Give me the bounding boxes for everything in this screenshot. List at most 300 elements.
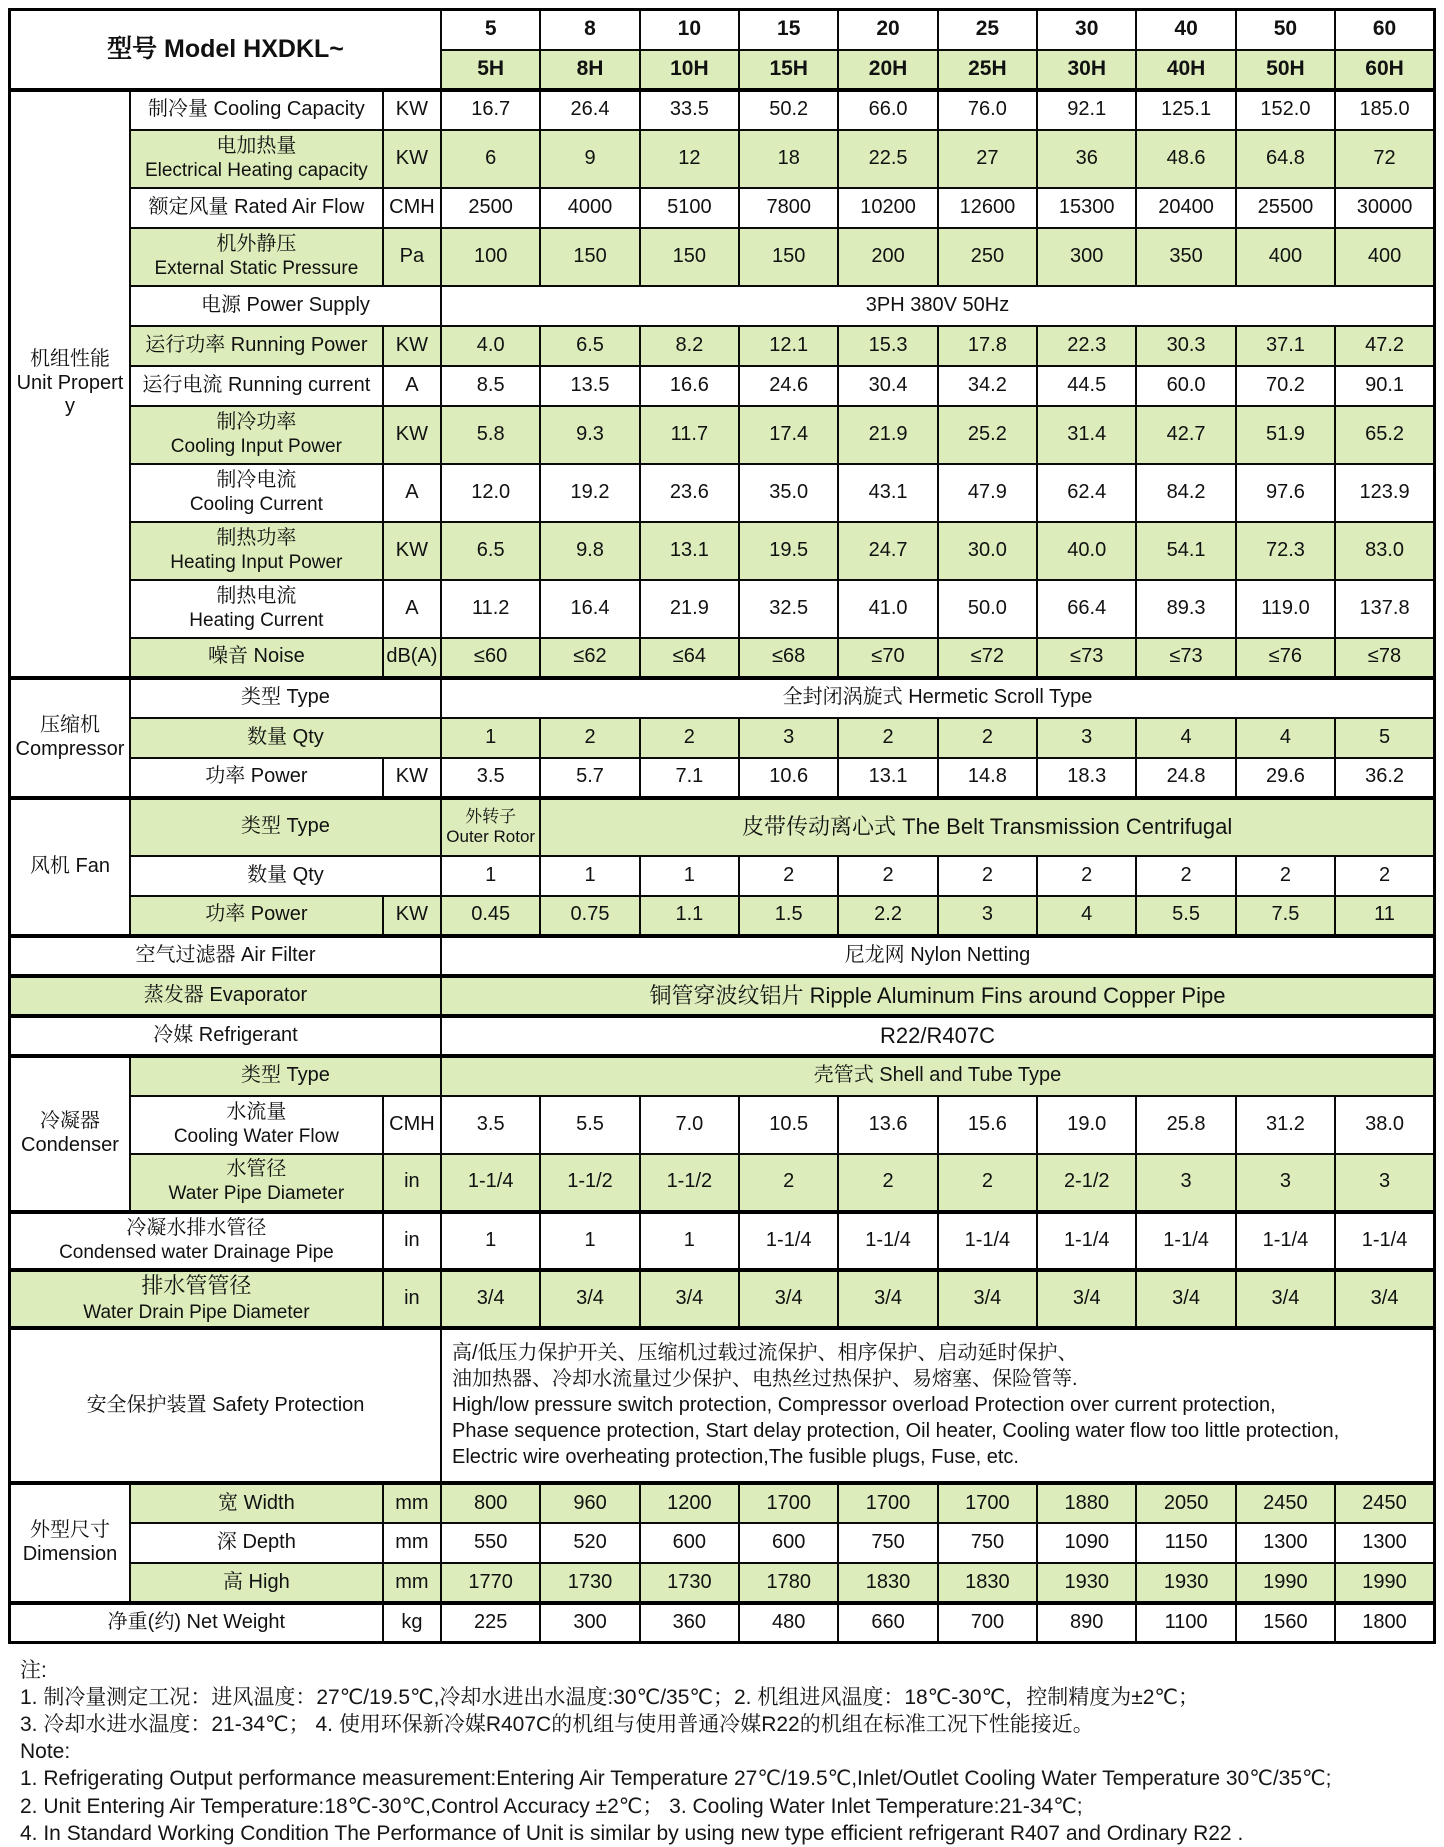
value-compressor-power-6: 18.3	[1037, 758, 1136, 798]
value-cooling-current-4: 43.1	[838, 464, 937, 522]
value-cooling-water-flow-6: 19.0	[1037, 1096, 1136, 1154]
row-label-high: 高 High	[130, 1563, 383, 1603]
value-noise-5: ≤72	[938, 638, 1037, 678]
header-col-15H: 15H	[739, 50, 838, 90]
value-width-2: 1200	[640, 1483, 739, 1523]
value-electrical-heating-capacity-9: 72	[1335, 130, 1434, 188]
value-running-power-6: 22.3	[1037, 326, 1136, 366]
header-col-15: 15	[739, 10, 838, 50]
value-cooling-water-flow-2: 7.0	[640, 1096, 739, 1154]
value-fan-power-7: 5.5	[1136, 896, 1235, 936]
header-col-50H: 50H	[1236, 50, 1335, 90]
value-cooling-capacity-8: 152.0	[1236, 90, 1335, 130]
value-heating-current-0: 11.2	[441, 580, 540, 638]
value-running-power-7: 30.3	[1136, 326, 1235, 366]
value-water-drain-pipe-diameter-9: 3/4	[1335, 1270, 1434, 1328]
value-noise-3: ≤68	[739, 638, 838, 678]
row-label-depth: 深 Depth	[130, 1523, 383, 1563]
row-label-cooling-water-flow: 水流量 Cooling Water Flow	[130, 1096, 383, 1154]
value-electrical-heating-capacity-3: 18	[739, 130, 838, 188]
value-noise-2: ≤64	[640, 638, 739, 678]
value-heating-input-power-3: 19.5	[739, 522, 838, 580]
unit-running-power: KW	[383, 326, 441, 366]
unit-external-static-pressure: Pa	[383, 228, 441, 286]
value-width-4: 1700	[838, 1483, 937, 1523]
unit-width: mm	[383, 1483, 441, 1523]
value-rated-air-flow-9: 30000	[1335, 188, 1434, 228]
value-width-8: 2450	[1236, 1483, 1335, 1523]
value-rated-air-flow-6: 15300	[1037, 188, 1136, 228]
value-condensed-water-drainage-pipe-1: 1	[540, 1212, 639, 1270]
header-col-60H: 60H	[1335, 50, 1434, 90]
value-cooling-capacity-6: 92.1	[1037, 90, 1136, 130]
value-cooling-input-power-5: 25.2	[938, 406, 1037, 464]
value-width-9: 2450	[1335, 1483, 1434, 1523]
value-external-static-pressure-0: 100	[441, 228, 540, 286]
group-label-fan-type: 风机 Fan	[10, 798, 130, 936]
value-cooling-input-power-2: 11.7	[640, 406, 739, 464]
value-high-8: 1990	[1236, 1563, 1335, 1603]
model-title: 型号 Model HXDKL~	[10, 10, 442, 90]
row-label-heating-current: 制热电流 Heating Current	[130, 580, 383, 638]
row-label-cooling-input-power: 制冷功率 Cooling Input Power	[130, 406, 383, 464]
value-net-weight-5: 700	[938, 1603, 1037, 1643]
value-cooling-current-1: 19.2	[540, 464, 639, 522]
value-cooling-input-power-8: 51.9	[1236, 406, 1335, 464]
note-line: 1. 制冷量测定工况：进风温度：27℃/19.5℃,冷却水进出水温度:30℃/35℃；2. 机组进风温度：18℃-30℃，控制精度为±2℃；	[20, 1686, 1199, 1710]
value-cooling-water-flow-8: 31.2	[1236, 1096, 1335, 1154]
value-depth-5: 750	[938, 1523, 1037, 1563]
value-running-current-0: 8.5	[441, 366, 540, 406]
value-fan-power-5: 3	[938, 896, 1037, 936]
value-refrigerant: R22/R407C	[441, 1016, 1435, 1056]
value-heating-current-6: 66.4	[1037, 580, 1136, 638]
unit-cooling-current: A	[383, 464, 441, 522]
value-width-6: 1880	[1037, 1483, 1136, 1523]
value-heating-input-power-9: 83.0	[1335, 522, 1434, 580]
value-electrical-heating-capacity-6: 36	[1037, 130, 1136, 188]
value-fan-qty-9: 2	[1335, 856, 1434, 896]
value-water-drain-pipe-diameter-8: 3/4	[1236, 1270, 1335, 1328]
value-compressor-power-1: 5.7	[540, 758, 639, 798]
value-water-pipe-diameter-8: 3	[1236, 1154, 1335, 1212]
value-electrical-heating-capacity-2: 12	[640, 130, 739, 188]
value-noise-7: ≤73	[1136, 638, 1235, 678]
header-col-10H: 10H	[640, 50, 739, 90]
header-col-40H: 40H	[1136, 50, 1235, 90]
value-fan-qty-1: 1	[540, 856, 639, 896]
value-cooling-water-flow-9: 38.0	[1335, 1096, 1434, 1154]
value-rated-air-flow-5: 12600	[938, 188, 1037, 228]
value-depth-1: 520	[540, 1523, 639, 1563]
header-col-20H: 20H	[838, 50, 937, 90]
note-line: 注:	[20, 1659, 47, 1683]
note-line: 2. Unit Entering Air Temperature:18℃-30℃,Control Accuracy ±2℃； 3. Cooling Water Inlet Temperature:21-34℃;	[20, 1794, 1083, 1818]
value-water-pipe-diameter-5: 2	[938, 1154, 1037, 1212]
value-heating-current-4: 41.0	[838, 580, 937, 638]
value-high-0: 1770	[441, 1563, 540, 1603]
value-net-weight-3: 480	[739, 1603, 838, 1643]
value-water-drain-pipe-diameter-4: 3/4	[838, 1270, 937, 1328]
unit-high: mm	[383, 1563, 441, 1603]
group-label-width: 外型尺寸 Dimension	[10, 1483, 130, 1603]
value-cooling-current-2: 23.6	[640, 464, 739, 522]
value-cooling-water-flow-0: 3.5	[441, 1096, 540, 1154]
row-label-running-current: 运行电流 Running current	[130, 366, 383, 406]
row-label-running-power: 运行功率 Running Power	[130, 326, 383, 366]
value-water-pipe-diameter-0: 1-1/4	[441, 1154, 540, 1212]
value-heating-input-power-4: 24.7	[838, 522, 937, 580]
unit-running-current: A	[383, 366, 441, 406]
value-external-static-pressure-9: 400	[1335, 228, 1434, 286]
value-compressor-power-9: 36.2	[1335, 758, 1434, 798]
value-water-pipe-diameter-2: 1-1/2	[640, 1154, 739, 1212]
value-width-3: 1700	[739, 1483, 838, 1523]
value-depth-7: 1150	[1136, 1523, 1235, 1563]
value-compressor-power-3: 10.6	[739, 758, 838, 798]
value-heating-current-1: 16.4	[540, 580, 639, 638]
row-label-rated-air-flow: 额定风量 Rated Air Flow	[130, 188, 383, 228]
value-compressor-qty-6: 3	[1037, 718, 1136, 758]
value-external-static-pressure-7: 350	[1136, 228, 1235, 286]
value-rated-air-flow-1: 4000	[540, 188, 639, 228]
value-compressor-qty-4: 2	[838, 718, 937, 758]
value-fan-type-rest: 皮带传动离心式 The Belt Transmission Centrifugal	[540, 798, 1434, 856]
value-compressor-power-5: 14.8	[938, 758, 1037, 798]
value-electrical-heating-capacity-8: 64.8	[1236, 130, 1335, 188]
header-col-30H: 30H	[1037, 50, 1136, 90]
value-high-4: 1830	[838, 1563, 937, 1603]
value-cooling-input-power-7: 42.7	[1136, 406, 1235, 464]
value-cooling-water-flow-5: 15.6	[938, 1096, 1037, 1154]
header-col-8H: 8H	[540, 50, 639, 90]
value-electrical-heating-capacity-0: 6	[441, 130, 540, 188]
value-cooling-capacity-0: 16.7	[441, 90, 540, 130]
value-fan-qty-8: 2	[1236, 856, 1335, 896]
header-col-30: 30	[1037, 10, 1136, 50]
value-water-pipe-diameter-7: 3	[1136, 1154, 1235, 1212]
unit-electrical-heating-capacity: KW	[383, 130, 441, 188]
value-net-weight-8: 1560	[1236, 1603, 1335, 1643]
value-depth-3: 600	[739, 1523, 838, 1563]
value-cooling-water-flow-4: 13.6	[838, 1096, 937, 1154]
value-compressor-power-2: 7.1	[640, 758, 739, 798]
value-running-current-9: 90.1	[1335, 366, 1434, 406]
row-label-cooling-capacity: 制冷量 Cooling Capacity	[130, 90, 383, 130]
value-compressor-qty-8: 4	[1236, 718, 1335, 758]
header-col-40: 40	[1136, 10, 1235, 50]
value-running-current-4: 30.4	[838, 366, 937, 406]
value-water-drain-pipe-diameter-5: 3/4	[938, 1270, 1037, 1328]
value-cooling-current-8: 97.6	[1236, 464, 1335, 522]
unit-rated-air-flow: CMH	[383, 188, 441, 228]
value-high-3: 1780	[739, 1563, 838, 1603]
value-running-power-9: 47.2	[1335, 326, 1434, 366]
row-label-fan-type: 类型 Type	[130, 798, 441, 856]
value-heating-current-3: 32.5	[739, 580, 838, 638]
value-cooling-input-power-4: 21.9	[838, 406, 937, 464]
value-fan-power-4: 2.2	[838, 896, 937, 936]
value-high-6: 1930	[1037, 1563, 1136, 1603]
value-running-power-5: 17.8	[938, 326, 1037, 366]
unit-condensed-water-drainage-pipe: in	[383, 1212, 441, 1270]
value-fan-power-9: 11	[1335, 896, 1434, 936]
value-cooling-input-power-3: 17.4	[739, 406, 838, 464]
value-fan-power-0: 0.45	[441, 896, 540, 936]
header-col-5: 5	[441, 10, 540, 50]
value-noise-8: ≤76	[1236, 638, 1335, 678]
value-rated-air-flow-3: 7800	[739, 188, 838, 228]
value-running-current-1: 13.5	[540, 366, 639, 406]
value-cooling-water-flow-7: 25.8	[1136, 1096, 1235, 1154]
unit-compressor-power: KW	[383, 758, 441, 798]
value-safety-protection: 高/低压力保护开关、压缩机过载过流保护、相序保护、启动延时保护、 油加热器、冷却水流量过少保护、电热丝过热保护、易熔塞、保险管等. High/low pressure switch protection, Compressor overload Protection over current protection, Phase sequence protection, Start delay protection, Oil heater, Cooling water flow too little protection, Electric wire overheating protection,The fusible plugs, Fuse, etc.	[441, 1328, 1435, 1483]
row-label-water-pipe-diameter: 水管径 Water Pipe Diameter	[130, 1154, 383, 1212]
value-net-weight-9: 1800	[1335, 1603, 1434, 1643]
value-noise-0: ≤60	[441, 638, 540, 678]
value-fan-qty-6: 2	[1037, 856, 1136, 896]
header-col-5H: 5H	[441, 50, 540, 90]
value-electrical-heating-capacity-7: 48.6	[1136, 130, 1235, 188]
unit-heating-input-power: KW	[383, 522, 441, 580]
value-compressor-qty-0: 1	[441, 718, 540, 758]
value-fan-power-6: 4	[1037, 896, 1136, 936]
value-fan-qty-0: 1	[441, 856, 540, 896]
value-high-7: 1930	[1136, 1563, 1235, 1603]
value-cooling-capacity-9: 185.0	[1335, 90, 1434, 130]
value-rated-air-flow-0: 2500	[441, 188, 540, 228]
value-heating-current-9: 137.8	[1335, 580, 1434, 638]
value-fan-power-1: 0.75	[540, 896, 639, 936]
value-rated-air-flow-8: 25500	[1236, 188, 1335, 228]
value-noise-9: ≤78	[1335, 638, 1434, 678]
row-label-fan-qty: 数量 Qty	[130, 856, 441, 896]
value-condensed-water-drainage-pipe-2: 1	[640, 1212, 739, 1270]
value-heating-input-power-1: 9.8	[540, 522, 639, 580]
value-depth-4: 750	[838, 1523, 937, 1563]
value-running-power-3: 12.1	[739, 326, 838, 366]
value-rated-air-flow-7: 20400	[1136, 188, 1235, 228]
value-heating-input-power-5: 30.0	[938, 522, 1037, 580]
unit-noise: dB(A)	[383, 638, 441, 678]
value-noise-6: ≤73	[1037, 638, 1136, 678]
value-air-filter: 尼龙网 Nylon Netting	[441, 936, 1435, 976]
value-condensed-water-drainage-pipe-4: 1-1/4	[838, 1212, 937, 1270]
value-evaporator: 铜管穿波纹铝片 Ripple Aluminum Fins around Copper Pipe	[441, 976, 1435, 1016]
value-depth-9: 1300	[1335, 1523, 1434, 1563]
row-label-external-static-pressure: 机外静压 External Static Pressure	[130, 228, 383, 286]
notes-block	[20, 1658, 1436, 1846]
value-width-5: 1700	[938, 1483, 1037, 1523]
value-fan-power-8: 7.5	[1236, 896, 1335, 936]
value-compressor-qty-3: 3	[739, 718, 838, 758]
value-fan-power-2: 1.1	[640, 896, 739, 936]
value-condensed-water-drainage-pipe-7: 1-1/4	[1136, 1212, 1235, 1270]
value-cooling-input-power-1: 9.3	[540, 406, 639, 464]
value-fan-power-3: 1.5	[739, 896, 838, 936]
value-width-0: 800	[441, 1483, 540, 1523]
row-label-cooling-current: 制冷电流 Cooling Current	[130, 464, 383, 522]
value-running-current-5: 34.2	[938, 366, 1037, 406]
unit-cooling-input-power: KW	[383, 406, 441, 464]
table-body	[10, 90, 1435, 1643]
value-cooling-input-power-9: 65.2	[1335, 406, 1434, 464]
value-depth-6: 1090	[1037, 1523, 1136, 1563]
value-cooling-capacity-4: 66.0	[838, 90, 937, 130]
value-compressor-qty-9: 5	[1335, 718, 1434, 758]
unit-cooling-capacity: KW	[383, 90, 441, 130]
note-line: 1. Refrigerating Output performance measurement:Entering Air Temperature 27℃/19.5℃,Inlet/Outlet Cooling Water Temperature 30℃/35℃;	[20, 1767, 1332, 1791]
value-running-power-8: 37.1	[1236, 326, 1335, 366]
value-external-static-pressure-5: 250	[938, 228, 1037, 286]
row-label-heating-input-power: 制热功率 Heating Input Power	[130, 522, 383, 580]
header-col-25H: 25H	[938, 50, 1037, 90]
note-line: 4. In Standard Working Condition The Performance of Unit is similar by using new type efficient refrigerant R407 and Ordinary R22 .	[20, 1821, 1244, 1845]
value-net-weight-2: 360	[640, 1603, 739, 1643]
value-electrical-heating-capacity-5: 27	[938, 130, 1037, 188]
value-net-weight-0: 225	[441, 1603, 540, 1643]
value-water-drain-pipe-diameter-3: 3/4	[739, 1270, 838, 1328]
value-width-1: 960	[540, 1483, 639, 1523]
note-line: 3. 冷却水进水温度：21-34℃； 4. 使用环保新冷媒R407C的机组与使用普通冷媒R22的机组在标准工况下性能接近。	[20, 1713, 1094, 1737]
value-condensed-water-drainage-pipe-0: 1	[441, 1212, 540, 1270]
value-electrical-heating-capacity-4: 22.5	[838, 130, 937, 188]
value-net-weight-4: 660	[838, 1603, 937, 1643]
value-depth-8: 1300	[1236, 1523, 1335, 1563]
row-label-air-filter: 空气过滤器 Air Filter	[10, 936, 442, 976]
unit-fan-power: KW	[383, 896, 441, 936]
header-col-20: 20	[838, 10, 937, 50]
group-label-compressor-type: 压缩机 Compressor	[10, 678, 130, 798]
value-compressor-power-8: 29.6	[1236, 758, 1335, 798]
value-fan-qty-4: 2	[838, 856, 937, 896]
group-label-cooling-capacity: 机组性能 Unit Property	[10, 90, 130, 678]
value-cooling-water-flow-3: 10.5	[739, 1096, 838, 1154]
value-cooling-capacity-5: 76.0	[938, 90, 1037, 130]
header-col-25: 25	[938, 10, 1037, 50]
unit-water-pipe-diameter: in	[383, 1154, 441, 1212]
value-noise-1: ≤62	[540, 638, 639, 678]
value-rated-air-flow-2: 5100	[640, 188, 739, 228]
value-water-pipe-diameter-6: 2-1/2	[1037, 1154, 1136, 1212]
value-cooling-input-power-0: 5.8	[441, 406, 540, 464]
value-external-static-pressure-2: 150	[640, 228, 739, 286]
value-cooling-capacity-2: 33.5	[640, 90, 739, 130]
value-fan-qty-5: 2	[938, 856, 1037, 896]
value-fan-type-0: 外转子 Outer Rotor	[441, 798, 540, 856]
value-fan-qty-3: 2	[739, 856, 838, 896]
value-water-drain-pipe-diameter-0: 3/4	[441, 1270, 540, 1328]
value-fan-qty-2: 1	[640, 856, 739, 896]
value-compressor-power-7: 24.8	[1136, 758, 1235, 798]
row-label-electrical-heating-capacity: 电加热量 Electrical Heating capacity	[130, 130, 383, 188]
unit-depth: mm	[383, 1523, 441, 1563]
value-fan-qty-7: 2	[1136, 856, 1235, 896]
value-water-pipe-diameter-1: 1-1/2	[540, 1154, 639, 1212]
value-water-pipe-diameter-3: 2	[739, 1154, 838, 1212]
value-cooling-capacity-3: 50.2	[739, 90, 838, 130]
value-width-7: 2050	[1136, 1483, 1235, 1523]
unit-cooling-water-flow: CMH	[383, 1096, 441, 1154]
value-running-current-8: 70.2	[1236, 366, 1335, 406]
value-cooling-current-6: 62.4	[1037, 464, 1136, 522]
value-condensed-water-drainage-pipe-6: 1-1/4	[1037, 1212, 1136, 1270]
value-heating-input-power-6: 40.0	[1037, 522, 1136, 580]
value-high-2: 1730	[640, 1563, 739, 1603]
value-compressor-qty-2: 2	[640, 718, 739, 758]
row-label-power-supply: 电源 Power Supply	[130, 286, 441, 326]
row-label-condenser-type: 类型 Type	[130, 1056, 441, 1096]
value-condensed-water-drainage-pipe-9: 1-1/4	[1335, 1212, 1434, 1270]
value-depth-0: 550	[441, 1523, 540, 1563]
unit-net-weight: kg	[383, 1603, 441, 1643]
value-cooling-current-9: 123.9	[1335, 464, 1434, 522]
value-net-weight-6: 890	[1037, 1603, 1136, 1643]
row-label-width: 宽 Width	[130, 1483, 383, 1523]
row-label-compressor-power: 功率 Power	[130, 758, 383, 798]
group-label-condenser-type: 冷凝器 Condenser	[10, 1056, 130, 1212]
value-rated-air-flow-4: 10200	[838, 188, 937, 228]
value-electrical-heating-capacity-1: 9	[540, 130, 639, 188]
value-cooling-current-0: 12.0	[441, 464, 540, 522]
unit-heating-current: A	[383, 580, 441, 638]
row-label-compressor-qty: 数量 Qty	[130, 718, 441, 758]
unit-water-drain-pipe-diameter: in	[383, 1270, 441, 1328]
value-external-static-pressure-8: 400	[1236, 228, 1335, 286]
value-condensed-water-drainage-pipe-8: 1-1/4	[1236, 1212, 1335, 1270]
value-compressor-qty-7: 4	[1136, 718, 1235, 758]
value-running-current-2: 16.6	[640, 366, 739, 406]
value-cooling-current-3: 35.0	[739, 464, 838, 522]
value-water-pipe-diameter-4: 2	[838, 1154, 937, 1212]
row-label-safety-protection: 安全保护装置 Safety Protection	[10, 1328, 442, 1483]
value-running-power-2: 8.2	[640, 326, 739, 366]
table-header	[10, 10, 1435, 90]
value-heating-input-power-0: 6.5	[441, 522, 540, 580]
row-label-condensed-water-drainage-pipe: 冷凝水排水管径 Condensed water Drainage Pipe	[10, 1212, 383, 1270]
value-high-5: 1830	[938, 1563, 1037, 1603]
row-label-refrigerant: 冷媒 Refrigerant	[10, 1016, 442, 1056]
value-heating-current-8: 119.0	[1236, 580, 1335, 638]
header-col-10: 10	[640, 10, 739, 50]
value-compressor-power-4: 13.1	[838, 758, 937, 798]
value-cooling-capacity-7: 125.1	[1136, 90, 1235, 130]
value-heating-input-power-7: 54.1	[1136, 522, 1235, 580]
row-label-compressor-type: 类型 Type	[130, 678, 441, 718]
value-running-current-6: 44.5	[1037, 366, 1136, 406]
value-running-power-4: 15.3	[838, 326, 937, 366]
spec-table	[8, 8, 1436, 1644]
value-cooling-current-5: 47.9	[938, 464, 1037, 522]
row-label-water-drain-pipe-diameter: 排水管管径 Water Drain Pipe Diameter	[10, 1270, 383, 1328]
value-water-drain-pipe-diameter-6: 3/4	[1037, 1270, 1136, 1328]
value-compressor-type: 全封闭涡旋式 Hermetic Scroll Type	[441, 678, 1435, 718]
value-power-supply: 3PH 380V 50Hz	[441, 286, 1435, 326]
value-noise-4: ≤70	[838, 638, 937, 678]
value-net-weight-1: 300	[540, 1603, 639, 1643]
value-cooling-input-power-6: 31.4	[1037, 406, 1136, 464]
value-compressor-power-0: 3.5	[441, 758, 540, 798]
value-external-static-pressure-6: 300	[1037, 228, 1136, 286]
row-label-evaporator: 蒸发器 Evaporator	[10, 976, 442, 1016]
value-external-static-pressure-1: 150	[540, 228, 639, 286]
value-running-current-3: 24.6	[739, 366, 838, 406]
value-running-current-7: 60.0	[1136, 366, 1235, 406]
header-col-50: 50	[1236, 10, 1335, 50]
header-col-60: 60	[1335, 10, 1434, 50]
value-condensed-water-drainage-pipe-5: 1-1/4	[938, 1212, 1037, 1270]
value-high-9: 1990	[1335, 1563, 1434, 1603]
